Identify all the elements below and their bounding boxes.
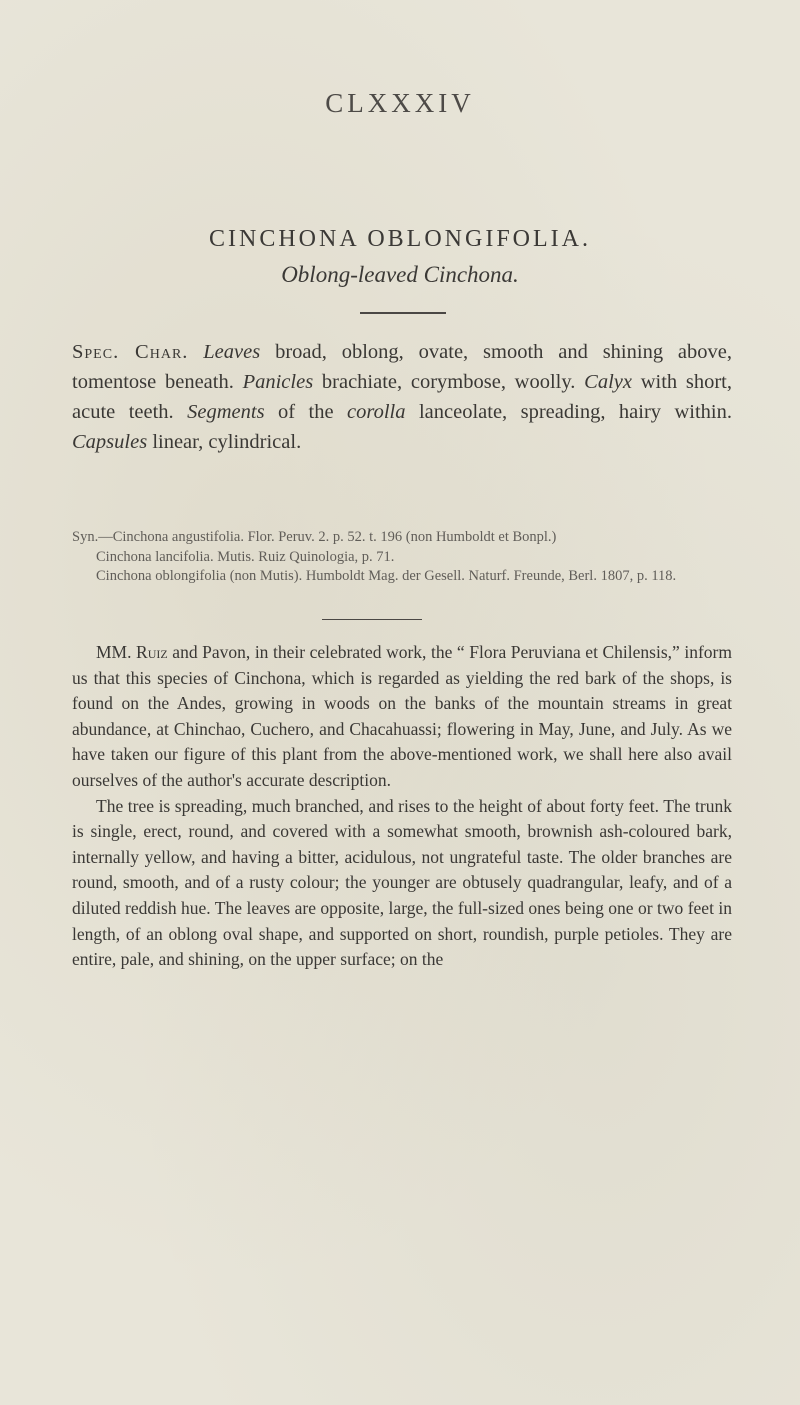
term-corolla: corolla [347,401,406,423]
term-segments: Segments [187,401,265,423]
synonym-line: Syn.—Cinchona angustifolia. Flor. Peruv. 2. p. 52. t. 196 (non Humboldt et Bonpl.) [72,529,557,545]
term-capsules: Capsules [72,431,148,453]
synonym-line: Cinchona oblongifolia (non Mutis). Humboldt Mag. der Gesell. Naturf. Freunde, Berl. 1807, p. 118. [96,568,677,584]
spec-char-label: Spec. Char. [72,341,189,363]
synonym-line: Cinchona lancifolia. Mutis. Ruiz Quinologia, p. 71. [96,548,395,565]
species-title: CINCHONA OBLONGIFOLIA. [209,226,591,252]
paragraph-description: The tree is spreading, much branched, and rises to the height of about forty feet. The trunk is single, erect, round, and covered with a somewhat smooth, brownish ash-coloured bark, internally yellow, and having a bitter, acidulous, not ungrateful taste. The older branches are round, smooth, and of a rusty colour; the younger are obtusely quadrangular, leafy, and of a diluted reddish hue. The leaves are opposite, large, the full-sized ones being one or two feet in length, of an oblong oval shape, and supported on short, roundish, purple petioles. They are entire, pale, and shining, on the upper surface; on the [72,795,732,970]
paragraph-habitat: MM. Ruiz and Pavon, in their celebrated work, the “ Flora Peruviana et Chilensis,” inform us that this species of Cinchona, which is regarded as yielding the red bark of the shops, is found on the Andes, growing in woods on the banks of the mountain streams in great abundance, at Chinchao, Cuchero, and Chacahuassi; flowering in May, June, and July. As we have taken our figure of this plant from the above-mentioned work, we shall here also avail ourselves of the author's accurate description. [72,642,732,790]
synonymy-block [72,528,732,587]
specific-character-paragraph: Spec. Char. Leaves broad, oblong, ovate, smooth and shining above, tomentose beneath. Panicles brachiate, corymbose, woolly. Calyx with short, acute teeth. Segments of the corolla lanceolate, spreading, hairy within. Capsules linear, cylindrical. [72,341,732,453]
title-divider [360,312,446,314]
term-calyx: Calyx [584,371,632,393]
description-text [72,640,732,973]
section-divider [322,619,422,620]
authors-name: MM. Ruiz [96,642,168,662]
term-panicles: Panicles [242,371,314,393]
running-head-plate-number: CLXXXIV [325,88,475,118]
species-common-name: Oblong-leaved Cinchona. [281,262,519,287]
term-leaves: Leaves [203,341,261,363]
